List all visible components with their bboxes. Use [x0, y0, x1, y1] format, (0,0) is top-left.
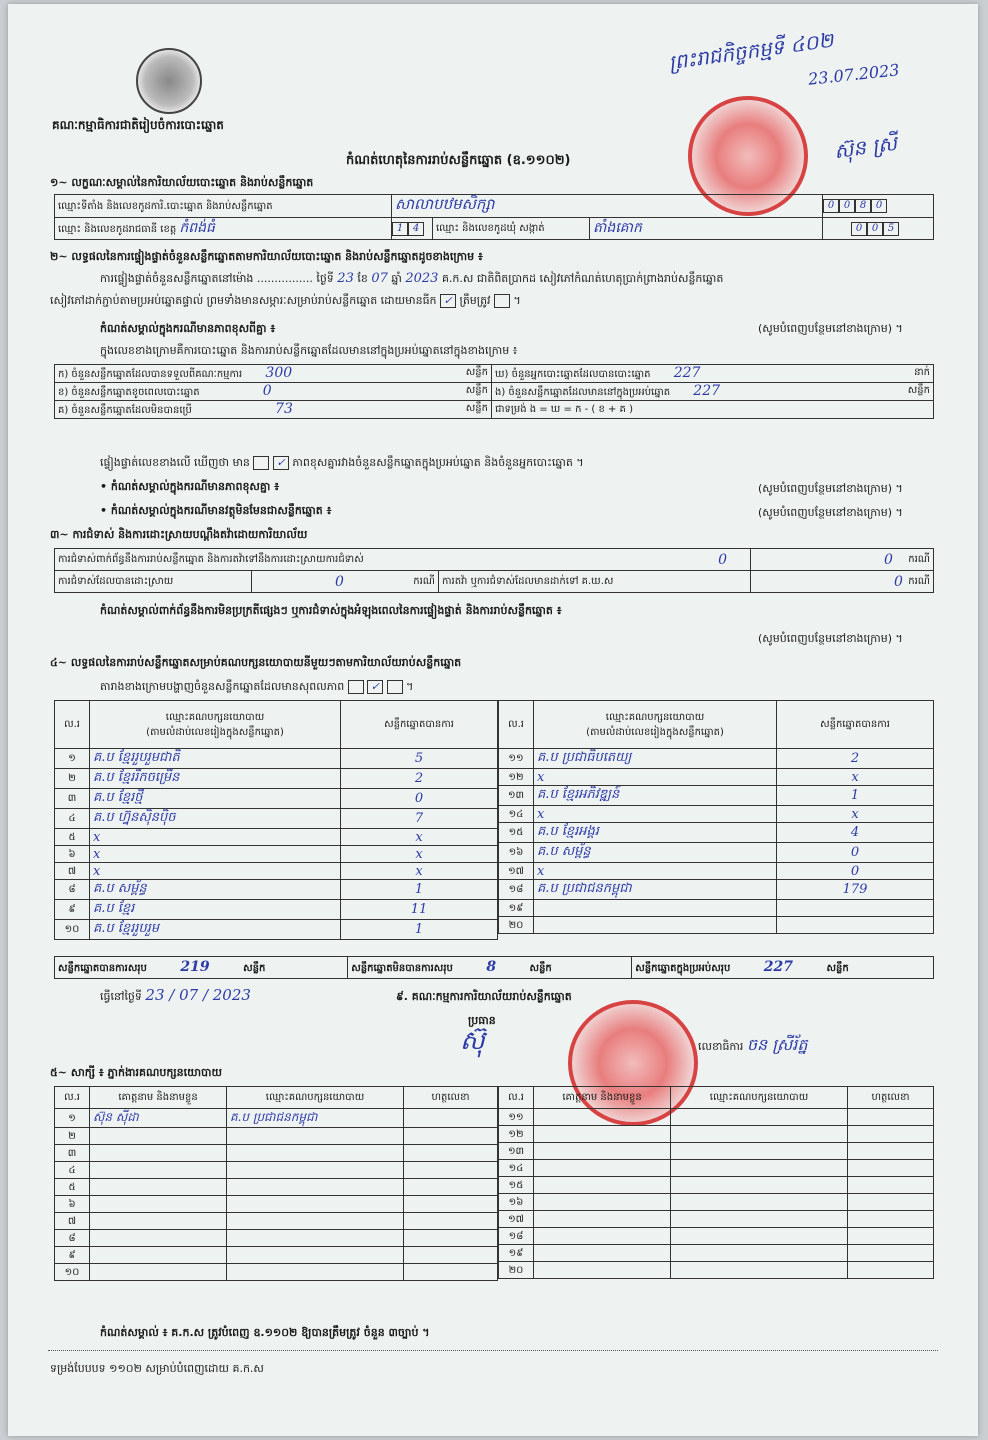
section1-table — [54, 194, 934, 240]
handwritten-date: 23.07.2023 — [807, 60, 901, 89]
count-a-value: 300 — [265, 365, 293, 381]
count-d-label: ឃ) ចំនួនអ្នកបោះឆ្នោតដែលបានបោះឆ្នោត — [495, 369, 651, 380]
document-title: កំណត់ហេតុនៃការរាប់សន្លឹកឆ្នោត (ឧ.១១០២) — [346, 153, 571, 168]
table-row: ១៥ គ.ប ខ្មែរអង្គរ 4 — [499, 823, 934, 843]
discrepancy-note-label: កំណត់សម្គាល់ក្នុងករណីមានភាពខុសពីគ្នា ៖ — [100, 322, 276, 335]
count-b-label: ខ) ចំនួនសន្លឹកឆ្នោតខូចពេលបោះឆ្នោត — [58, 387, 200, 398]
total-invalid: 8 — [486, 959, 497, 975]
province-code: 1 4 — [392, 218, 433, 240]
witness-row: ១៤ — [499, 1160, 934, 1177]
witness-row: ៤ — [55, 1162, 498, 1179]
form-info: ទម្រង់បែបបទ ១១០២ សម្រាប់បំពេញដោយ គ.ក.ស — [50, 1362, 264, 1375]
counts-intro: ក្នុងលេខខាងក្រោមគឺការបោះឆ្នោត និងការរាប់សន្លឹកឆ្នោតដែលមាននៅក្នុងប្រអប់ឆ្នោតនៅក្នុងខាងក្រោម ៖ — [100, 344, 518, 357]
table-row: ២០ — [499, 917, 934, 934]
complaints-table: ការជំទាស់ពាក់ព័ន្ធនឹងការរាប់សន្លឹកឆ្នោត និងការតវ៉ាទៅនឹងការដោះស្រាយការជំទាស់ 0 0 ករណី ការជំទាស់ដែលបានដោះស្រាយ 0 ករណី ការតវ៉ា ឬការជំទាស់ដែលមានដាក់ទៅ គ.ឃ.ស 0 ករណី — [54, 548, 934, 593]
verify-day: 23 — [337, 271, 354, 286]
discrepancy-fill-hint: (សូមបំពេញបន្ថែមនៅខាងក្រោម) ។ — [758, 322, 903, 335]
witness-row: ១៦ — [499, 1194, 934, 1211]
witness-row: ១៨ — [499, 1228, 934, 1245]
section1-title: ១~ លក្ខណៈសម្គាល់នៃការិយាល័យបោះឆ្នោត និងរាប់សន្លឹកឆ្នោត — [50, 176, 314, 189]
table-row: ៦ x x — [55, 846, 498, 863]
date-line: ធ្វើនៅថ្ងៃទី 23 / 07 / 2023 — [100, 986, 251, 1004]
committee-name: គណៈកម្មាធិការជាតិរៀបចំការបោះឆ្នោត — [52, 118, 224, 132]
table-row: ៤ គ.ប ហ្វ៊ុនស៊ិនប៉ិច 7 — [55, 809, 498, 829]
witness-row: ៧ — [55, 1213, 498, 1230]
chair-label: ប្រធាន — [468, 1014, 496, 1027]
table-row: ៥ x x — [55, 829, 498, 846]
bullet1-hint: (សូមបំពេញបន្ថែមនៅខាងក្រោម) ។ — [758, 482, 903, 495]
count-b-value: 0 — [262, 383, 272, 399]
secretary-line: លេខាធិការ ចន ស្រីរ័ត្ន — [698, 1035, 808, 1054]
total-valid: 219 — [180, 959, 210, 975]
witness-row: ៥ — [55, 1179, 498, 1196]
witness-row: ២ — [55, 1128, 498, 1145]
results-table-left: ល.រ ឈ្មោះគណបក្សនយោបាយ (តាមលំដាប់លេខរៀងក្នុងសន្លឹកឆ្នោត) សន្លឹកឆ្នោតបានការ ១ គ.ប ខ្មែររួបរួមជាតិ 5 ២ គ.ប ខ្មែររីកចម្រើន 2 ៣ គ.ប ខ្មែរថ្មី 0 ៤ គ.ប ហ្វ៊ុនស៊ិនប៉ិច 7 ៥ x x ៦ x x ៧ x x ៨ គ.ប សម្ព័ន្ធ 1 ៩ គ.ប ខ្មែរ 11 ១០ គ.ប ខ្មែររួបរួម 1 — [54, 700, 498, 940]
irregularity-note: កំណត់សម្គាល់ពាក់ព័ន្ធនឹងការមិនប្រក្រតីផ្សេងៗ ឬការជំទាស់ក្នុងអំឡុងពេលនៃការផ្ទៀងផ្ទាត់ និងការរាប់សន្លឹកឆ្នោត ៖ — [100, 604, 562, 617]
count-e-value: 227 — [693, 383, 721, 399]
table-row: ៩ គ.ប ខ្មែរ 11 — [55, 900, 498, 920]
table-row: ១៨ គ.ប ប្រជាជនកម្ពុជា 179 — [499, 880, 934, 900]
witness-row: ៦ — [55, 1196, 498, 1213]
location-label: ឈ្មោះទីតាំង និងលេខកូដការិ.បោះឆ្នោត និងរាប់សន្លឹកឆ្នោត — [55, 195, 392, 218]
correct-checkbox[interactable]: ✓ — [440, 294, 456, 308]
bullet-discrepancy: • កំណត់សម្គាល់ក្នុងករណីមានភាពខុសគ្នា ៖ — [100, 480, 280, 493]
witness-row: ១ ស៊ុន ស៊ីដា គ.ប ប្រជាជនកម្ពុជា — [55, 1109, 498, 1128]
section2-title: ២~ លទ្ធផលនៃការផ្ទៀងផ្ទាត់ចំនួនសន្លឹកឆ្នោតតាមការិយាល័យបោះឆ្នោត និងរាប់សន្លឹកឆ្នោតដូចខាងក្រោម ៖ — [50, 250, 483, 263]
location-value: សាលាបឋមសិក្សា — [392, 195, 823, 218]
section4-title: ៤~ លទ្ធផលនៃការរាប់សន្លឹកឆ្នោតសម្រាប់គណបក្សនយោបាយនីមួយៗតាមការិយាល័យរាប់សន្លឹកឆ្នោត — [50, 656, 462, 669]
count-a-label: ក) ចំនួនសន្លឹកឆ្នោតដែលបានទទួលពីគណៈកម្មការ — [58, 369, 243, 380]
bullet-foreign-objects: • កំណត់សម្គាល់ក្នុងករណីមានវត្ថុមិនមែនជាសន្លឹកឆ្នោត ៖ — [100, 504, 332, 517]
table-row: ១៩ — [499, 900, 934, 917]
witness-row: ៨ — [55, 1230, 498, 1247]
table-row: ១១ គ.ប ប្រជាធិបតេយ្យ 2 — [499, 749, 934, 769]
witness-row: ១០ — [55, 1264, 498, 1281]
committee-signature-label: ៩. គណៈកម្មការការិយាល័យរាប់សន្លឹកឆ្នោត — [396, 990, 572, 1003]
witness-row: ២០ — [499, 1262, 934, 1279]
witness-row: ១៧ — [499, 1211, 934, 1228]
secretary-name: ចន ស្រីរ័ត្ន — [746, 1035, 808, 1054]
witness-row: ១២ — [499, 1126, 934, 1143]
emblem-icon — [136, 48, 202, 114]
table-row: ១៣ គ.ប ខ្មែរអភិវឌ្ឍន៍ 1 — [499, 786, 934, 806]
commune-value: តាំងគោក — [590, 218, 823, 240]
formula: ជាទម្រង់ ង = ឃ = ក - ( ខ + គ ) — [492, 401, 934, 419]
witness-row: ១៥ — [499, 1177, 934, 1194]
table-row: ៧ x x — [55, 863, 498, 880]
counts-table: ក) ចំនួនសន្លឹកឆ្នោតដែលបានទទួលពីគណៈកម្មការ 300 សន្លឹក ឃ) ចំនួនអ្នកបោះឆ្នោតដែលបានបោះឆ្នោត 227 នាក់ ខ) ចំនួនសន្លឹកឆ្នោតខូចពេលបោះឆ្នោត 0 សន្លឹក ង) ចំនួនសន្លឹកឆ្នោតដែលមាននៅក្នុងប្រអប់ឆ្នោត 227 សន្លឹក គ) ចំនួនសន្លឹកឆ្នោតដែលមិនបានប្រើ 73 សន្លឹក ជាទម្រង់ ង = ឃ = ក - ( ខ + គ ) — [54, 364, 934, 419]
verification-line2: សៀវភៅដាក់ភ្ជាប់តាមប្រអប់ឆ្នោតផ្ទាល់ ព្រមទាំងមានសម្ភារៈសម្រាប់រាប់សន្លឹកឆ្នោត ដោយមានធីក ✓ ត្រឹមត្រូវ ។ — [50, 294, 521, 307]
handwritten-note: ព្រះរាជកិច្ចកម្មទី ៤០២ — [667, 27, 835, 75]
commune-label: ឈ្មោះ និងលេខកូដឃុំ សង្កាត់ — [433, 218, 590, 240]
total-ballots: 227 — [763, 959, 794, 975]
irregularity-hint: (សូមបំពេញបន្ថែមនៅខាងក្រោម) ។ — [758, 632, 903, 645]
witness-table-left: ល.រ គោត្តនាម និងនាមខ្លួន ឈ្មោះគណបក្សនយោបាយ ហត្ថលេខា ១ ស៊ុន ស៊ីដា គ.ប ប្រជាជនកម្ពុជា ២ ៣ ៤ ៥ ៦ ៧ ៨ ៩ ១០ — [54, 1086, 498, 1281]
witness-row: ៣ — [55, 1145, 498, 1162]
bullet2-hint: (សូមបំពេញបន្ថែមនៅខាងក្រោម) ។ — [758, 506, 903, 519]
footer-divider — [48, 1350, 938, 1351]
results-summary: សន្លឹកឆ្នោតបានការសរុប 219 សន្លឹក សន្លឹកឆ្នោតមិនបានការសរុប 8 សន្លឹក សន្លឹកឆ្នោតក្នុងប្រអប់សរុប 227 សន្លឹក — [54, 956, 934, 979]
province-label: ឈ្មោះ និងលេខកូដរាជធានី ខេត្ត — [58, 224, 177, 235]
verify-year: 2023 — [405, 271, 439, 286]
verification-line: ការផ្ទៀងផ្ទាត់ចំនួនសន្លឹកឆ្នោតនៅម៉ោង ................ ថ្ងៃទី 23 ខែ 07 ឆ្នាំ 2023 គ.ក.ស ជាតិពិតប្រាកដ សៀវភៅកំណត់ហេតុប្រាក់ព្រាងរាប់សន្លឹកឆ្នោត — [100, 271, 724, 286]
count-d-value: 227 — [673, 365, 701, 381]
table-row: ៨ គ.ប សម្ព័ន្ធ 1 — [55, 880, 498, 900]
table-row: ១ គ.ប ខ្មែររួបរួមជាតិ 5 — [55, 749, 498, 769]
count-c-label: គ) ចំនួនសន្លឹកឆ្នោតដែលមិនបានប្រើ — [58, 405, 192, 416]
handwritten-name: ស៊ុន ស្រី — [832, 130, 899, 164]
date-value: 23 / 07 / 2023 — [145, 986, 251, 1004]
section3-title: ៣~ ការជំទាស់ និងការដោះស្រាយបណ្តឹងតវ៉ាដោយការិយាល័យ — [50, 528, 308, 541]
table-row: ១២ x x — [499, 769, 934, 786]
section5-title: ៥~ សាក្សី ៖ ភ្នាក់ងារគណបក្សនយោបាយ — [50, 1066, 223, 1079]
table-row: ១០ គ.ប ខ្មែររួបរួម 1 — [55, 920, 498, 940]
table-row: ១៤ x x — [499, 806, 934, 823]
table-row: ១៦ គ.ប សម្ព័ន្ធ 0 — [499, 843, 934, 863]
verify-month: 07 — [371, 271, 388, 286]
witness-row: ១៩ — [499, 1245, 934, 1262]
witness-row: ១១ — [499, 1109, 934, 1126]
province-value: កំពង់ធំ — [179, 220, 215, 236]
incorrect-checkbox[interactable] — [494, 294, 510, 308]
commune-code: 0 0 5 — [823, 218, 934, 240]
witness-table-right: ល.រ គោត្តនាម និងនាមខ្លួន ឈ្មោះគណបក្សនយោបាយ ហត្ថលេខា ១១ ១២ ១៣ ១៤ ១៥ ១៦ ១៧ ១៨ ១៩ ២០ — [498, 1086, 934, 1279]
witness-row: ៩ — [55, 1247, 498, 1264]
table-row: ៣ គ.ប ខ្មែរថ្មី 0 — [55, 789, 498, 809]
count-e-label: ង) ចំនួនសន្លឹកឆ្នោតដែលមាននៅក្នុងប្រអប់ឆ្នោត — [495, 387, 671, 398]
compare-line: ផ្ទៀងផ្ទាត់លេខខាងលើ ឃើញថា មាន ✓ ភាពខុសគ្នារវាងចំនួនសន្លឹកឆ្នោតក្នុងប្រអប់ឆ្នោត និងចំនួនអ្នកបោះឆ្នោត ។ — [100, 456, 584, 469]
document-sheet — [8, 4, 978, 1436]
count-c-value: 73 — [275, 401, 293, 417]
footer-note: កំណត់សម្គាល់ ៖ គ.ក.ស ត្រូវបំពេញ ឧ.១១០២ ឱ្យបានត្រឹមត្រូវ ចំនួន ៣ច្បាប់ ។ — [100, 1326, 430, 1339]
results-table-right: ល.រ ឈ្មោះគណបក្សនយោបាយ (តាមលំដាប់លេខរៀងក្នុងសន្លឹកឆ្នោត) សន្លឹកឆ្នោតបានការ ១១ គ.ប ប្រជាធិបតេយ្យ 2 ១២ x x ១៣ គ.ប ខ្មែរអភិវឌ្ឍន៍ 1 ១៤ x x ១៥ គ.ប ខ្មែរអង្គរ 4 ១៦ គ.ប សម្ព័ន្ធ 0 ១៧ x 0 ១៨ គ.ប ប្រជាជនកម្ពុជា 179 ១៩ ២០ — [498, 700, 934, 934]
table-row: ១៧ x 0 — [499, 863, 934, 880]
location-code: 0 0 8 0 — [823, 195, 934, 218]
section4-intro: តារាងខាងក្រោមបង្ហាញចំនួនសន្លឹកឆ្នោតដែលមានសុពលភាព ✓ ។ — [100, 680, 414, 693]
chair-signature: ស៊ុ — [460, 1026, 485, 1056]
table-row: ២ គ.ប ខ្មែររីកចម្រើន 2 — [55, 769, 498, 789]
witness-row: ១៣ — [499, 1143, 934, 1160]
